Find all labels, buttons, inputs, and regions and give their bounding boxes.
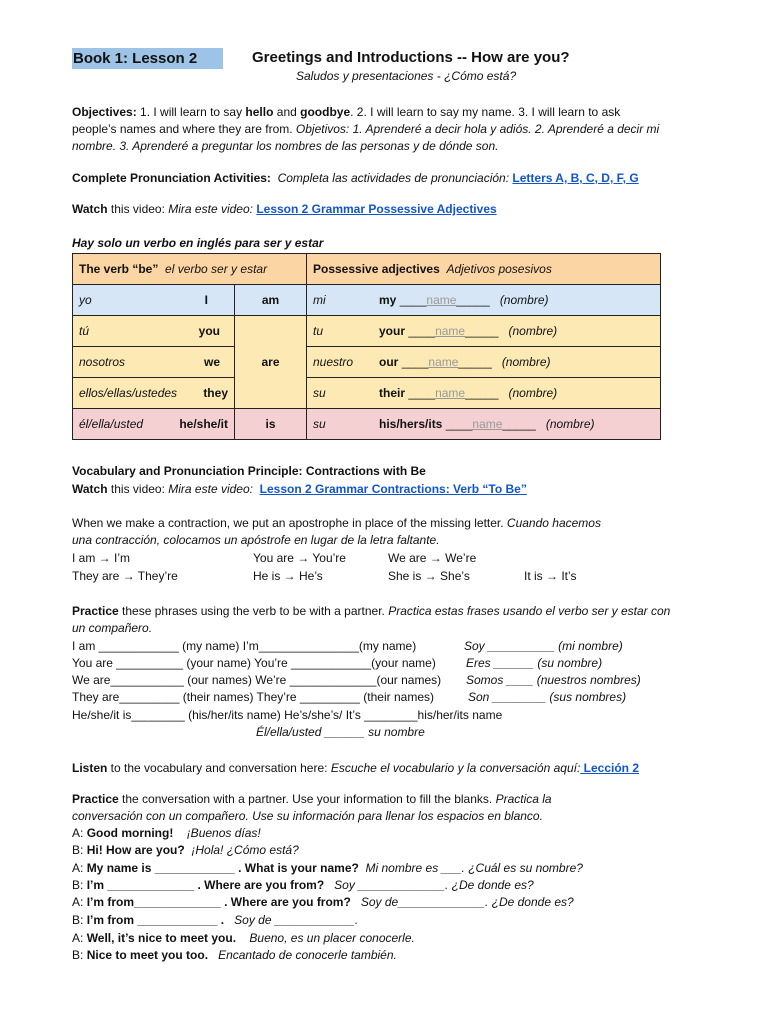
dialog-line: B: Hi! How are you? ¡Hola! ¿Cómo está?: [72, 843, 299, 857]
pronunciation-line: Complete Pronunciation Activities: Completa las actividades de pronunciación: Letters A, B, C, D, F, G: [72, 171, 639, 185]
practice-conversation-line-1: Practice the conversation with a partner. Use your information to fill the blanks. Practica la: [72, 792, 552, 806]
practice-conversation-line-2: conversación con un compañero. Use su información para llenar los espacios en blanco.: [72, 809, 543, 823]
possessive-cell: mi my ____name_____ (nombre): [307, 285, 661, 316]
page-title: Greetings and Introductions -- How are you?: [252, 49, 570, 66]
contraction-example: It is → It’s: [524, 569, 577, 583]
verb-cell: are: [235, 316, 307, 409]
table-row: [73, 378, 661, 409]
objectives-line-2: people’s names and where they are from. Objetivos: 1. Aprenderé a decir hola y adiós. 2. Aprenderé a decir mi: [72, 122, 660, 136]
possessive-adjectives-video-link[interactable]: Lesson 2 Grammar Possessive Adjectives: [256, 202, 497, 216]
verb-cell: am: [235, 285, 307, 316]
practice-phrase: He/she/it is________ (his/her/its name) He’s/she’s/ It’s ________his/her/its name: [72, 708, 503, 722]
practice-phrase: We are___________ (our names) We’re _____________(our names): [72, 673, 442, 687]
vocab-title: Vocabulary and Pronunciation Principle: Contractions with Be: [72, 464, 426, 478]
contraction-example: They are → They’re: [72, 569, 178, 583]
practice-phrase: They are_________ (their names) They’re _________ (their names): [72, 690, 434, 704]
pronoun-cell: nosotros we: [73, 347, 235, 378]
objectives-line-3: nombre. 3. Aprenderé a preguntar los nombres de las personas y de dónde son.: [72, 139, 499, 153]
lesson-2-audio-link[interactable]: Lección 2: [580, 761, 639, 775]
watch-line-1: Watch this video: Mira este video: Lesson 2 Grammar Possessive Adjectives: [72, 202, 497, 216]
contraction-line-2: una contracción, colocamos un apóstrofe en lugar de la letra faltante.: [72, 533, 440, 547]
contraction-example: She is → She’s: [388, 569, 470, 583]
practice-phrase: You are __________ (your name) You’re ____________(your name): [72, 656, 436, 670]
practice-phrase: I am ____________ (my name) I’m_______________(my name): [72, 639, 417, 653]
lesson-label: Book 1: Lesson 2: [72, 48, 223, 69]
page-subtitle: Saludos y presentaciones - ¿Cómo está?: [296, 69, 517, 83]
table-row: [73, 347, 661, 378]
contraction-line-1: When we make a contraction, we put an apostrophe in place of the missing letter. Cuando hacemos: [72, 516, 601, 530]
pronunciation-letters-link[interactable]: Letters A, B, C, D, F, G: [512, 171, 639, 185]
dialog-line: B: Nice to meet you too. Encantado de conocerle también.: [72, 948, 397, 962]
possessive-cell: su their ____name_____ (nombre): [307, 378, 661, 409]
table-header-row: [73, 254, 661, 285]
verb-cell: is: [235, 409, 307, 440]
pronoun-cell: tú you: [73, 316, 235, 347]
contraction-example: We are → We’re: [388, 551, 477, 565]
table-row: [73, 409, 661, 440]
grammar-table: [72, 253, 661, 440]
practice-phrase-es: Él/ella/usted ______ su nombre: [256, 725, 425, 739]
practice-phrase-es: Soy __________ (mi nombre): [464, 639, 623, 653]
dialog-line: B: I’m from ____________ . Soy de ____________.: [72, 913, 359, 927]
possessive-cell: su his/hers/its ____name_____ (nombre): [307, 409, 661, 440]
dialog-line: B: I’m _____________ . Where are you from? Soy _____________. ¿De donde es?: [72, 878, 534, 892]
contractions-video-link[interactable]: Lesson 2 Grammar Contractions: Verb “To Be”: [259, 482, 527, 496]
practice-phrases-line-2: un compañero.: [72, 621, 153, 635]
practice-phrases-line-1: Practice these phrases using the verb to be with a partner. Practica estas frases usando el verbo ser y estar con: [72, 604, 671, 618]
dialog-line: A: Good morning! ¡Buenos días!: [72, 826, 261, 840]
possessive-cell: nuestro our ____name_____ (nombre): [307, 347, 661, 378]
table-caption: Hay solo un verbo en inglés para ser y estar: [72, 236, 324, 250]
table-row: [73, 285, 661, 316]
objectives-line-1: Objectives: 1. I will learn to say hello and goodbye. 2. I will learn to say my name. 3. I will learn to ask: [72, 105, 621, 119]
contraction-example: He is → He’s: [253, 569, 323, 583]
dialog-line: A: Well, it’s nice to meet you. Bueno, es un placer conocerle.: [72, 931, 415, 945]
pronoun-cell: él/ella/usted he/she/it: [73, 409, 235, 440]
pronoun-cell: ellos/ellas/ustedes they: [73, 378, 235, 409]
listen-line: Listen to the vocabulary and conversation here: Escuche el vocabulario y la conversación aquí: Lección 2: [72, 761, 639, 775]
practice-phrase-es: Somos ____ (nuestros nombres): [466, 673, 641, 687]
pronoun-cell: yo I: [73, 285, 235, 316]
dialog-line: A: My name is ____________ . What is your name? Mi nombre es ___. ¿Cuál es su nombre?: [72, 861, 583, 875]
watch-line-2: Watch this video: Mira este video: Lesson 2 Grammar Contractions: Verb “To Be”: [72, 482, 527, 496]
practice-phrase-es: Eres ______ (su nombre): [466, 656, 603, 670]
verb-be-header: The verb “be” el verbo ser y estar: [73, 254, 307, 285]
table-row: [73, 316, 661, 347]
dialog-line: A: I’m from_____________ . Where are you from? Soy de_____________. ¿De donde es?: [72, 895, 574, 909]
possessive-header: Possessive adjectives Adjetivos posesivos: [307, 254, 661, 285]
contraction-example: I am → I’m: [72, 551, 131, 565]
practice-phrase-es: Son ________ (sus nombres): [468, 690, 627, 704]
contraction-example: You are → You’re: [253, 551, 346, 565]
possessive-cell: tu your ____name_____ (nombre): [307, 316, 661, 347]
